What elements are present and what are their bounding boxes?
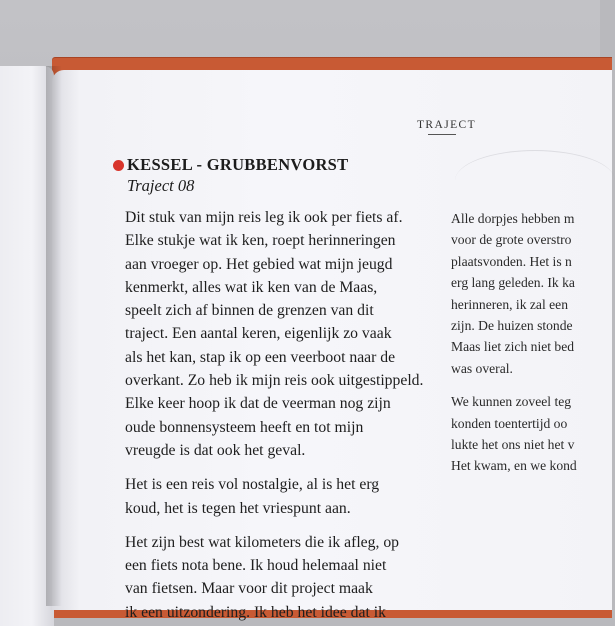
text-line: Dit stuk van mijn reis leg ik ook per fiets af.	[125, 209, 403, 226]
text-line: lukte het ons niet het v	[451, 436, 575, 452]
text-line: speelt zich af binnen de grenzen van dit	[125, 302, 374, 320]
text-line: van fietsen. Maar voor dit project maak	[125, 580, 373, 598]
text-line: was overal.	[451, 360, 513, 376]
paragraph-gap	[125, 520, 443, 531]
section-subtitle: Traject 08	[127, 176, 195, 195]
text-line: Het zijn best wat kilometers die ik afleg, op	[125, 533, 400, 551]
text-line: Het is een reis vol nostalgie, al is het erg	[125, 476, 380, 494]
text-line: als het kan, stap ik op een veerboot naar de	[125, 348, 396, 366]
text-line: Alle dorpjes hebben m	[451, 211, 575, 226]
text-line: herinneren, ik zal een	[451, 296, 568, 312]
header-underline	[428, 134, 456, 135]
paragraph-gap	[125, 462, 443, 473]
running-header: TRAJECT	[417, 119, 476, 131]
text-line: voor de grote overstro	[451, 232, 572, 248]
text-line: koud, het is tegen het vriespunt aan.	[125, 499, 351, 517]
text-line: Elke stukje wat ik ken, roept herinneringen	[125, 232, 396, 250]
gutter-shadow	[46, 66, 62, 606]
red-bullet-icon	[113, 160, 124, 171]
text-line: konden toentertijd oo	[451, 415, 568, 431]
text-line: zijn. De huizen stonde	[451, 317, 573, 333]
text-line: We kunnen zoveel teg	[451, 394, 572, 410]
text-line: oude bonnensysteem heeft en tot mijn	[125, 418, 364, 436]
text-line: Maas liet zich niet bed	[451, 339, 575, 355]
text-line: aan vroeger op. Het gebied wat mijn jeugd	[125, 255, 393, 273]
text-line: Het kwam, en we kond	[451, 458, 577, 474]
faint-map-line	[455, 150, 615, 211]
text-line: traject. Een aantal keren, eigenlijk zo vaak	[125, 325, 392, 343]
text-line: erg lang geleden. Ik ka	[451, 275, 575, 291]
section-title: KESSEL - GRUBBENVORST	[127, 155, 349, 174]
text-line: vreugde is dat ook het geval.	[125, 441, 306, 459]
text-line: kenmerkt, alles wat ik ken van de Maas,	[125, 278, 378, 296]
text-line: Elke keer hoop ik dat de veerman nog zijn	[125, 395, 391, 413]
text-line: overkant. Zo heb ik mijn reis ook uitgestippeld.	[125, 372, 424, 390]
left-text-column	[125, 206, 443, 621]
text-line: een fiets nota bene. Ik houd helemaal niet	[125, 557, 387, 575]
text-line: ik een uitzondering. Ik heb het idee dat ik	[125, 603, 386, 621]
right-text-column	[451, 208, 600, 600]
text-line: plaatsvonden. Het is n	[451, 253, 572, 269]
paragraph-gap	[451, 379, 600, 391]
